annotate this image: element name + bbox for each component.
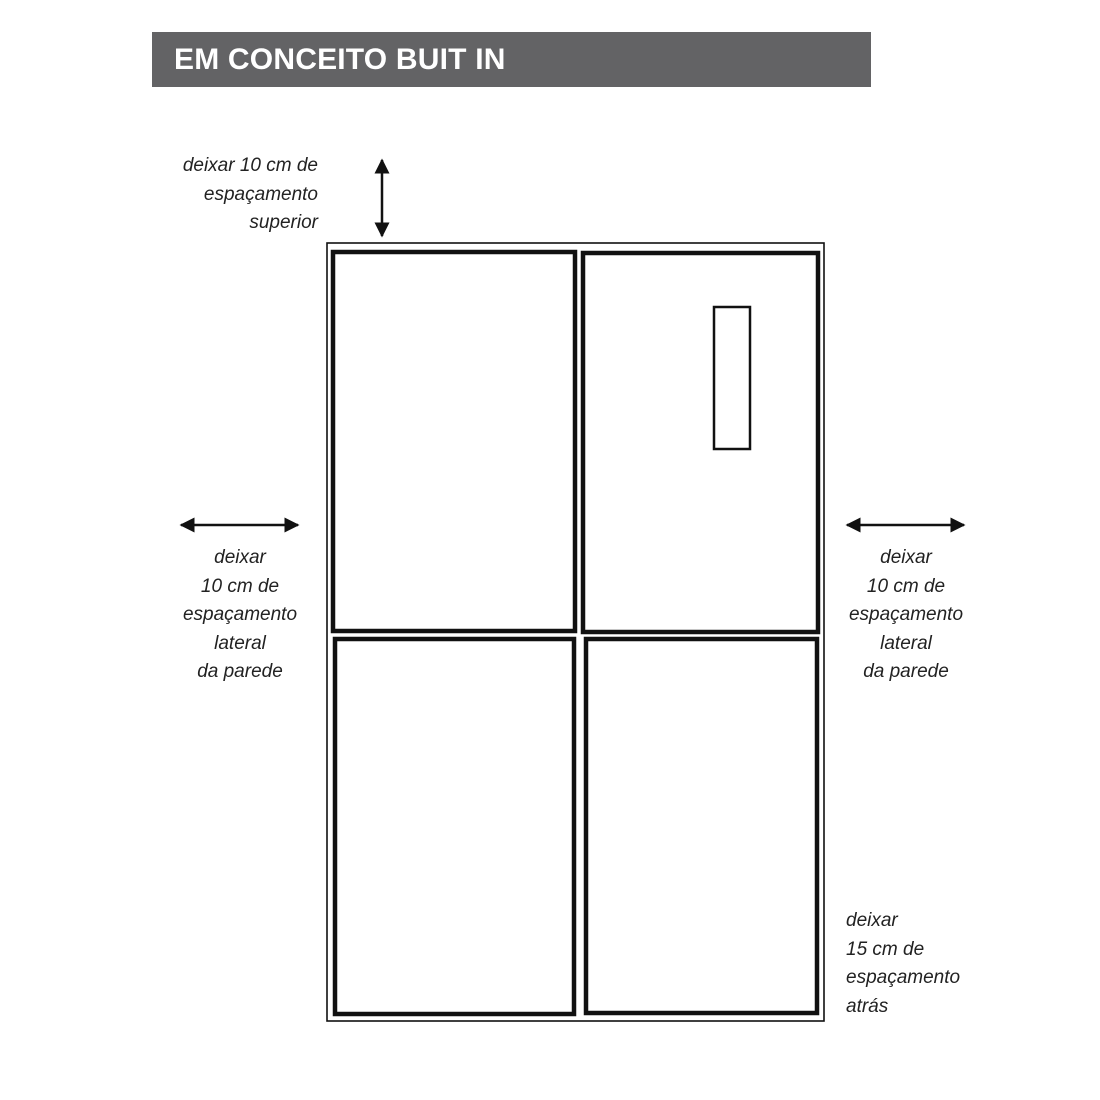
- note-line: 15 cm de: [846, 938, 925, 960]
- note-line: espaçamento: [203, 183, 318, 205]
- note-line: lateral: [214, 632, 266, 654]
- note-line: espaçamento: [846, 967, 961, 988]
- note-line: lateral: [880, 632, 932, 654]
- page-title: EM CONCEITO BUIT IN: [174, 43, 506, 76]
- back-clearance-note: [846, 907, 960, 1021]
- top-clearance-note: [150, 152, 318, 238]
- fridge-door-top-left: [333, 252, 575, 631]
- note-line: 10 cm de: [866, 575, 946, 597]
- note-line: 10 cm de: [200, 575, 280, 597]
- fridge-door-bottom-left: [335, 639, 574, 1014]
- note-line: da parede: [197, 661, 283, 682]
- water-dispenser-panel: [714, 307, 750, 449]
- right-clearance-note: [826, 544, 986, 687]
- note-line: deixar: [214, 547, 266, 568]
- fridge-door-top-right: [583, 253, 818, 632]
- fridge-door-bottom-right: [586, 639, 817, 1013]
- note-line: deixar: [846, 910, 898, 931]
- note-line: deixar 10 cm de: [182, 155, 318, 176]
- note-line: superior: [249, 212, 318, 233]
- note-line: da parede: [863, 661, 949, 682]
- left-clearance-note: [160, 544, 320, 687]
- note-line: atrás: [846, 995, 889, 1017]
- note-line: espaçamento: [182, 604, 298, 625]
- note-line: deixar: [880, 547, 932, 568]
- note-line: espaçamento: [848, 604, 964, 625]
